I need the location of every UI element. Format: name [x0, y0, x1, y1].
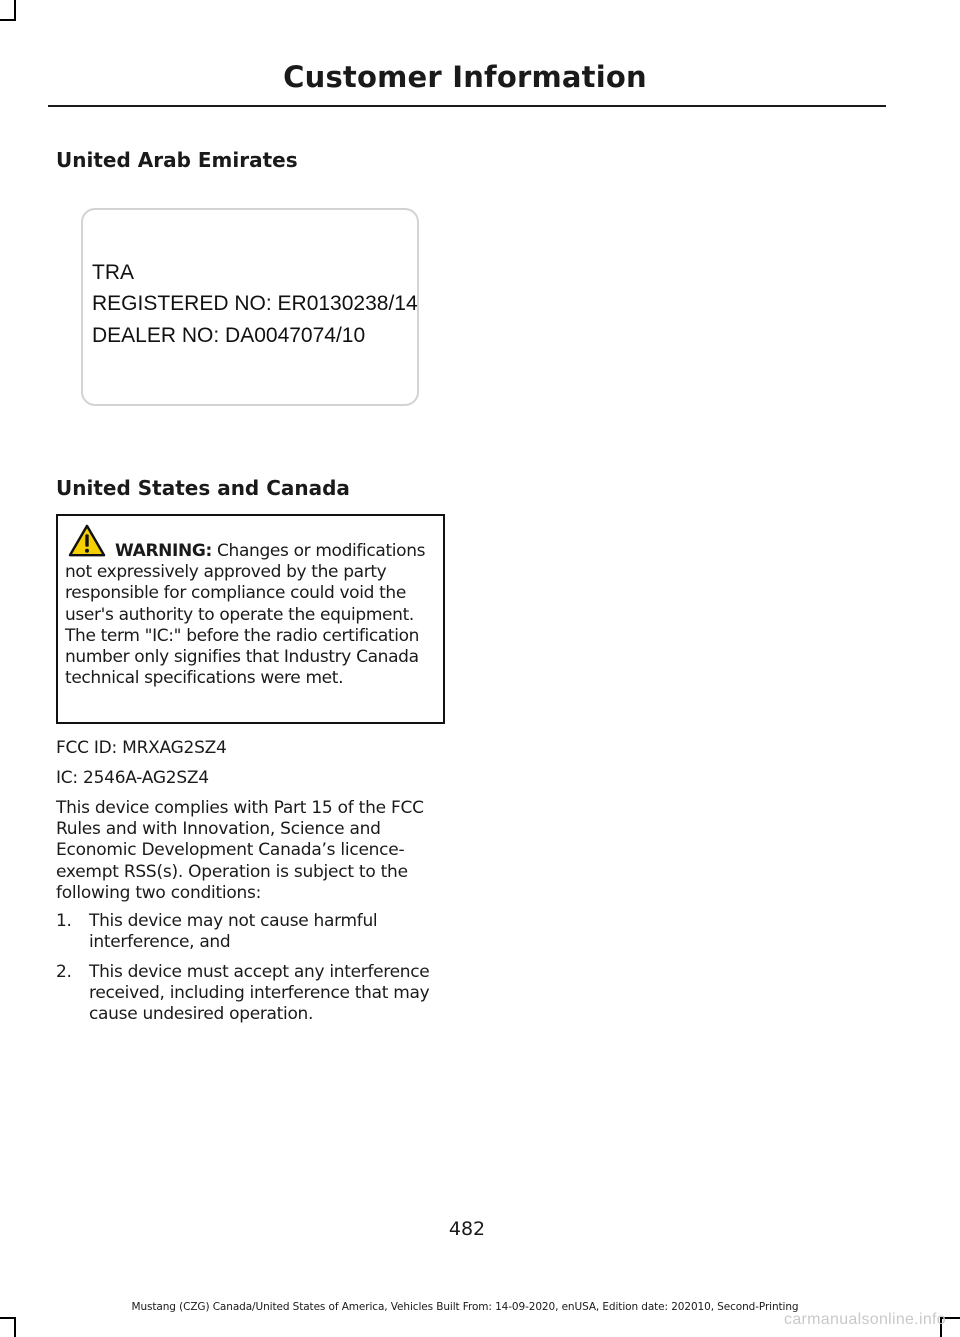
crop-mark: [14, 1317, 16, 1337]
fcc-id: FCC ID: MRXAG2SZ4: [56, 738, 227, 758]
warning-body: Changes or modifications not expressively approved by the party responsible for compliance could void the user's authority to operate the equipment. The term "IC:" before the radio certification number only signifies that Industry Canada technical specifications were met.: [65, 541, 426, 689]
warning-label: WARNING:: [115, 541, 212, 561]
list-text: This device may not cause harmful interference, and: [89, 911, 378, 953]
watermark: carmanualsonline.info: [784, 1311, 946, 1328]
list-text: This device must accept any interference received, including interference that may cause undesired operation.: [89, 962, 430, 1025]
section-heading-us-canada: United States and Canada: [56, 476, 350, 500]
warning-box: [56, 514, 445, 724]
crop-mark: [14, 0, 16, 20]
warning-text: [65, 541, 437, 689]
list-number: 1.: [56, 911, 72, 931]
tra-dealer-number: DEALER NO: DA0047074/10: [92, 324, 366, 347]
tra-registered-number: REGISTERED NO: ER0130238/14: [92, 292, 418, 315]
list-item: [56, 911, 448, 953]
page-number: 482: [448, 1218, 486, 1240]
list-number: 2.: [56, 962, 72, 982]
ic-number: IC: 2546A-AG2SZ4: [56, 768, 209, 788]
compliance-statement: This device complies with Part 15 of the FCC Rules and with Innovation, Science and Economic Development Canada’s licence-exempt RSS(s). Operation is subject to the following two conditions:: [56, 798, 424, 903]
section-heading-uae: United Arab Emirates: [56, 148, 298, 172]
crop-mark: [0, 19, 16, 21]
header-divider: [48, 105, 886, 107]
page-title: Customer Information: [283, 60, 647, 94]
tra-label-line: TRA: [92, 261, 134, 284]
list-item: [56, 962, 448, 1026]
footer-text: Mustang (CZG) Canada/United States of America, Vehicles Built From: 14-09-2020, enUSA, Edition date: 202010, Second-Printing: [131, 1301, 799, 1313]
warning-triangle-icon: [68, 524, 106, 558]
